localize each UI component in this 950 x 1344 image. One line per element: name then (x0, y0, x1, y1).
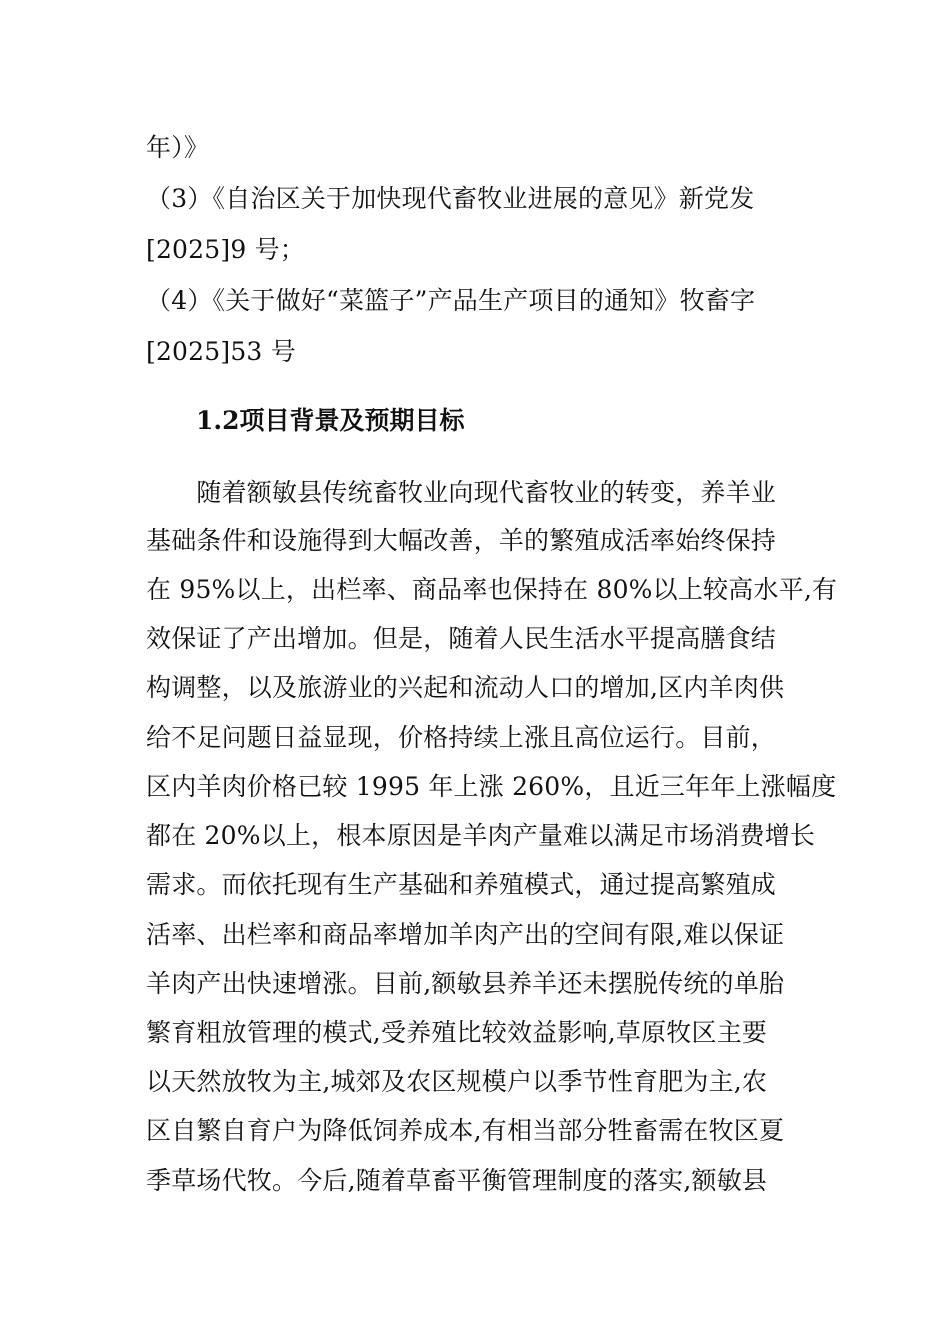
body-text-line: 基础条件和设施得到大幅改善，羊的繁殖成活率始终保持 (146, 526, 777, 555)
reference-line: （3）《自治区关于加快现代畜牧业进展的意见》新党发 (146, 184, 755, 213)
body-text-line: 在 95%以上，出栏率、商品率也保持在 80%以上较高水平,有 (146, 575, 838, 604)
body-text-line: 以天然放牧为主,城郊及农区规模户以季节性育肥为主,农 (146, 1067, 768, 1096)
body-text-line: 需求。而依托现有生产基础和养殖模式，通过提高繁殖成 (146, 870, 777, 899)
body-text-line: 羊肉产出快速增涨。目前,额敏县养羊还未摆脱传统的单胎 (146, 969, 785, 998)
body-text-line: 季草场代牧。今后,随着草畜平衡管理制度的落实,额敏县 (146, 1166, 768, 1195)
body-text-line: 随着额敏县传统畜牧业向现代畜牧业的转变，养羊业 (146, 478, 777, 507)
body-text-line: 区内羊肉价格已较 1995 年上涨 260%，且近三年年上涨幅度 (146, 772, 837, 801)
body-text-line: 效保证了产出增加。但是，随着人民生活水平提高膳食结 (146, 624, 777, 653)
body-text-line: 活率、出栏率和商品率增加羊肉产出的空间有限,难以保证 (146, 920, 785, 949)
body-text-line: 都在 20%以上，根本原因是羊肉产量难以满足市场消费增长 (146, 821, 816, 850)
reference-line: （4）《关于做好“菜篮子”产品生产项目的通知》牧畜字 (146, 286, 756, 315)
body-text-line: 给不足问题日益显现，价格持续上涨且高位运行。目前， (146, 723, 777, 752)
body-text-line: 区自繁自育户为降低饲养成本,有相当部分牲畜需在牧区夏 (146, 1116, 785, 1145)
reference-line: [2025]9 号； (146, 235, 305, 264)
body-text-line: 繁育粗放管理的模式,受养殖比较效益影响,草原牧区主要 (146, 1018, 768, 1047)
body-text-line: 构调整，以及旅游业的兴起和流动人口的增加,区内羊肉供 (146, 673, 785, 702)
reference-line: [2025]53 号 (146, 337, 296, 366)
reference-line: 年）》 (146, 133, 210, 162)
section-heading: 1.2项目背景及预期目标 (196, 406, 465, 435)
